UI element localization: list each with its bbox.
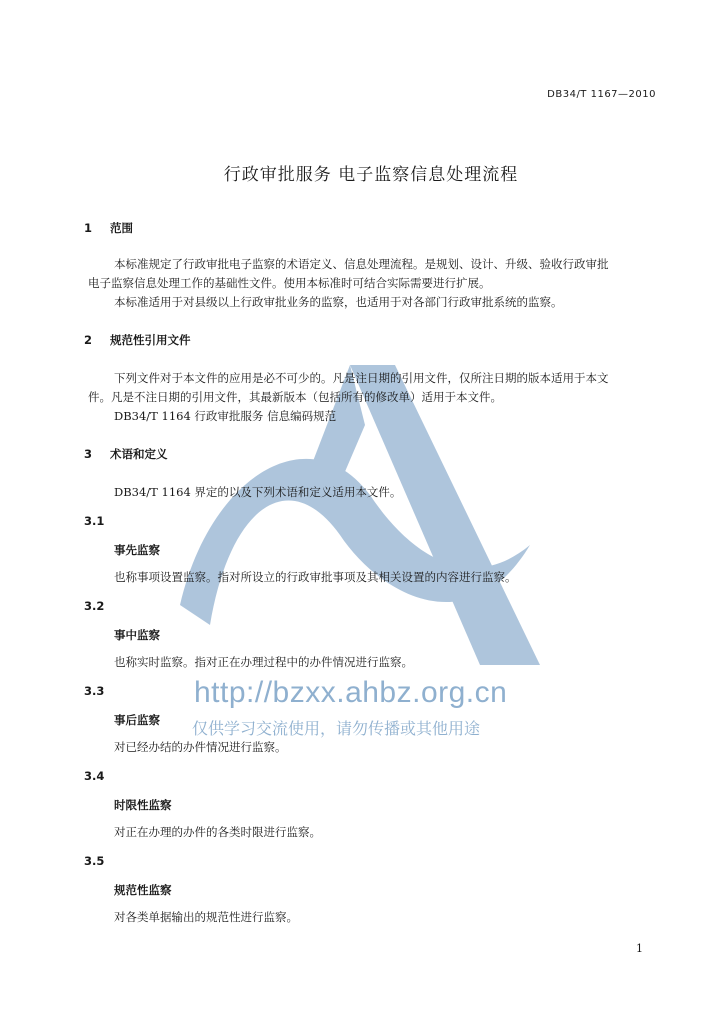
term-name: 事后监察 — [114, 713, 160, 727]
section-title: 规范性引用文件 — [110, 333, 191, 347]
term-name: 事先监察 — [114, 543, 160, 557]
term-number: 3.5 — [84, 854, 105, 868]
term-definition: 对已经办结的办件情况进行监察。 — [114, 740, 287, 754]
standard-code: DB34/T 1167—2010 — [547, 89, 656, 100]
term-definition: 对正在办理的办件的各类时限进行监察。 — [114, 825, 321, 839]
section-3-heading — [84, 446, 168, 462]
term-name: 规范性监察 — [114, 883, 172, 897]
term-definition: 对各类单据输出的规范性进行监察。 — [114, 910, 298, 924]
section-number: 3 — [84, 447, 93, 461]
reference-item: DB34/T 1164 行政审批服务 信息编码规范 — [114, 409, 337, 423]
term-number: 3.2 — [84, 599, 105, 613]
section-intro: DB34/T 1164 界定的以及下列术语和定义适用本文件。 — [114, 485, 402, 499]
paragraph-line: 电子监察信息处理工作的基础性文件。使用本标准时可结合实际需要进行扩展。 — [88, 276, 491, 290]
watermark-url: http://bzxx.ahbz.org.cn — [194, 676, 508, 709]
watermark-note: 仅供学习交流使用，请勿传播或其他用途 — [192, 719, 481, 738]
paragraph-line: 本标准适用于对县级以上行政审批业务的监察，也适用于对各部门行政审批系统的监察。 — [114, 295, 563, 309]
section-1-heading — [84, 220, 133, 236]
paragraph-line: 下列文件对于本文件的应用是必不可少的。凡是注日期的引用文件，仅所注日期的版本适用于本文 — [114, 371, 609, 385]
paragraph-line: 件。凡是不注日期的引用文件，其最新版本（包括所有的修改单）适用于本文件。 — [88, 390, 502, 404]
section-title: 范围 — [110, 221, 133, 235]
section-number: 2 — [84, 333, 93, 347]
term-definition: 也称实时监察。指对正在办理过程中的办件情况进行监察。 — [114, 655, 413, 669]
term-number: 3.4 — [84, 769, 105, 783]
term-definition: 也称事项设置监察。指对所设立的行政审批事项及其相关设置的内容进行监察。 — [114, 570, 517, 584]
term-name: 事中监察 — [114, 628, 160, 642]
section-number: 1 — [84, 221, 93, 235]
term-name: 时限性监察 — [114, 798, 172, 812]
section-title: 术语和定义 — [110, 447, 168, 461]
document-title: 行政审批服务 电子监察信息处理流程 — [223, 165, 519, 185]
page-number: 1 — [636, 942, 643, 955]
paragraph-line: 本标准规定了行政审批电子监察的术语定义、信息处理流程。是规划、设计、升级、验收行政审批 — [114, 257, 609, 271]
term-number: 3.3 — [84, 684, 105, 698]
section-2-heading — [84, 332, 191, 348]
term-number: 3.1 — [84, 514, 105, 528]
